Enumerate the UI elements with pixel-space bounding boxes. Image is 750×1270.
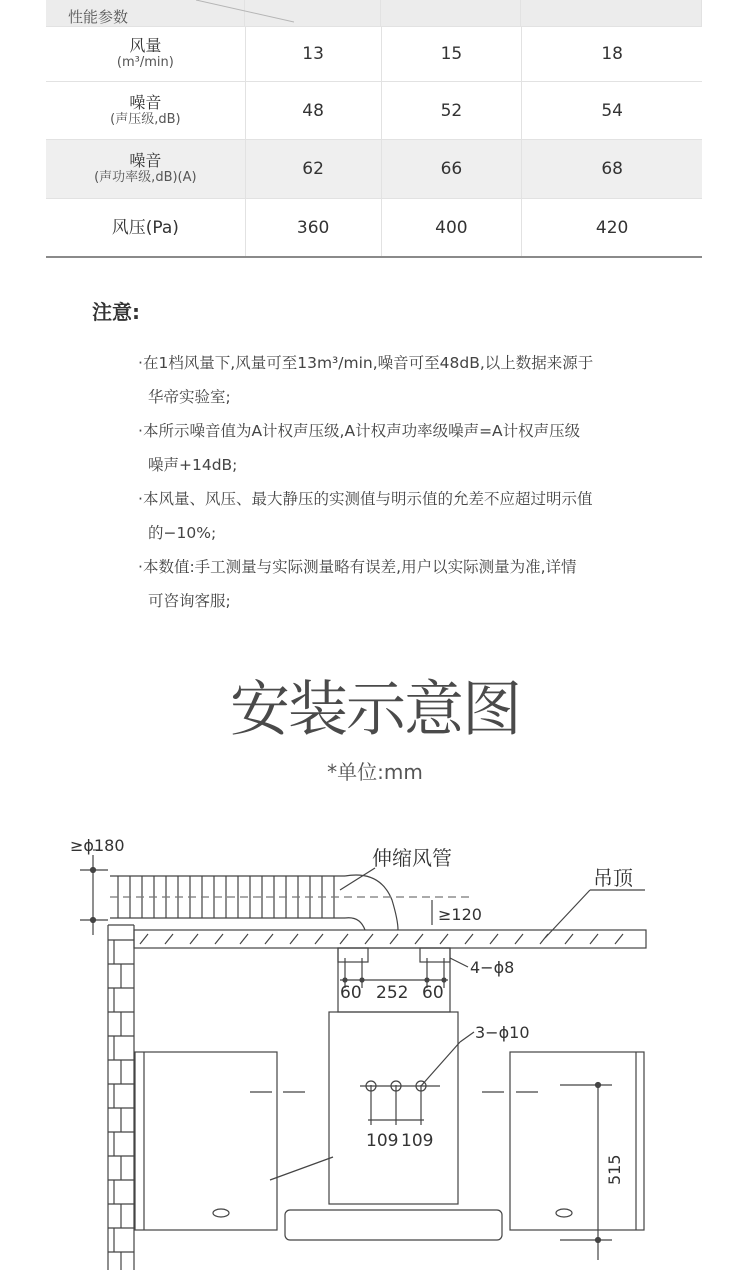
ceiling-hatch-mark (390, 934, 398, 944)
header-diagonal-line (196, 0, 294, 26)
ceiling-hatch-mark (515, 934, 523, 944)
row-label: 噪音 (129, 151, 162, 170)
row-label: 噪音 (129, 92, 162, 112)
notice-item (138, 414, 648, 482)
table-cell: 420 (595, 217, 629, 238)
row-sublabel: (m³/min) (116, 55, 174, 70)
ceiling-hatch-mark (565, 934, 573, 944)
table-bottom-rule (46, 256, 702, 258)
table-cell: 13 (246, 27, 382, 81)
table-cell: 400 (382, 199, 523, 256)
row-sublabel: (声压级,dB) (110, 111, 181, 127)
notice-line: · 本所示噪音值为A计权声压级,A计权声功率级噪声=A计权声压级 (138, 422, 580, 440)
bracket-right-label: 60 (422, 983, 444, 1003)
notice-list (138, 346, 648, 618)
notice-item (138, 550, 648, 618)
ceiling-hatch-mark (490, 934, 498, 944)
flex-duct (110, 846, 470, 930)
table-cell: 62 (246, 140, 382, 198)
ceiling-hatch-mark (190, 934, 198, 944)
hole-spacing-2-label: 109 (401, 1131, 434, 1151)
body-holes-label: 3−ϕ10 (475, 1023, 530, 1042)
table-row-noise-power (46, 140, 702, 199)
bracket-mid-label: 252 (376, 983, 409, 1003)
installation-diagram (0, 820, 750, 1270)
header-label: 性能参数 (68, 8, 129, 26)
mounting-bracket (338, 948, 514, 1012)
notice-title: 注意: (92, 300, 140, 324)
ceiling-hatch-mark (215, 934, 223, 944)
header-cell (521, 0, 702, 26)
ceiling-hatch-mark (140, 934, 148, 944)
row-label: 风量 (129, 36, 162, 55)
table-cell: 18 (601, 44, 623, 64)
ceiling-hatch-mark (465, 934, 473, 944)
table-header-row (46, 0, 702, 27)
row-sublabel: (声功率级,dB)(A) (94, 170, 197, 185)
diagram-title: 安装示意图 (230, 675, 520, 745)
bracket-holes-label: 4−ϕ8 (470, 958, 515, 977)
diagram-unit: *单位:mm (327, 760, 423, 784)
table-cell: 52 (382, 82, 523, 139)
notice-line: · 本数值:手工测量与实际测量略有误差,用户以实际测量为准,详情 (138, 558, 577, 576)
clearance-dimension (432, 900, 482, 925)
flex-duct-label: 伸缩风管 (372, 846, 452, 870)
brick-wall (108, 925, 134, 1270)
height-label: 515 (605, 1154, 624, 1185)
ceiling-hatch-mark (265, 934, 273, 944)
duct-diameter-label: ≥ϕ180 (70, 836, 125, 855)
header-cell (381, 0, 522, 26)
clearance-label: ≥120 (438, 905, 482, 924)
notice-line: 可咨询客服; (148, 592, 231, 610)
notice-line: · 本风量、风压、最大静压的实测值与明示值的允差不应超过明示值 (138, 490, 592, 508)
table-row-airflow (46, 27, 702, 82)
notice-line: 华帝实验室; (148, 388, 231, 406)
notice-line: · 在1档风量下,风量可至13m³/min,噪音可至48dB,以上数据来源于 (138, 354, 593, 372)
spec-table (46, 0, 702, 258)
notice-item (138, 346, 648, 414)
height-dimension (560, 1083, 624, 1261)
row-label-cell (46, 82, 246, 139)
ceiling-hatch-mark (415, 934, 423, 944)
table-row-pressure (46, 199, 702, 256)
table-cell: 54 (601, 100, 623, 121)
notice-item (138, 482, 648, 550)
ceiling-hatch-mark (290, 934, 298, 944)
duct-diameter-dimension (70, 836, 125, 935)
ceiling-hatch-mark (340, 934, 348, 944)
row-label-cell (46, 27, 246, 81)
ceiling-hatch-mark (590, 934, 598, 944)
row-label: 风压(Pa) (111, 217, 179, 238)
row-label-cell (46, 199, 246, 256)
table-cell: 66 (382, 140, 523, 198)
ceiling-hatch-mark (440, 934, 448, 944)
ceiling-label: 吊顶 (593, 866, 633, 890)
table-row-noise-pressure (46, 82, 702, 140)
table-cell: 15 (382, 27, 523, 81)
row-label-cell (46, 140, 246, 198)
hood-body (270, 1012, 530, 1240)
notice-line: 的−10%; (148, 524, 217, 542)
table-cell: 360 (246, 199, 382, 256)
table-cell: 68 (601, 159, 623, 179)
ceiling-hatch-mark (165, 934, 173, 944)
ceiling-hatch-mark (365, 934, 373, 944)
table-cell: 48 (246, 82, 382, 139)
ceiling-hatch-mark (615, 934, 623, 944)
bracket-left-label: 60 (340, 983, 362, 1003)
notice-line: 噪声+14dB; (148, 456, 238, 474)
hole-spacing-1-label: 109 (366, 1131, 399, 1151)
ceiling (134, 866, 646, 948)
ceiling-hatch-mark (240, 934, 248, 944)
ceiling-hatch-mark (315, 934, 323, 944)
